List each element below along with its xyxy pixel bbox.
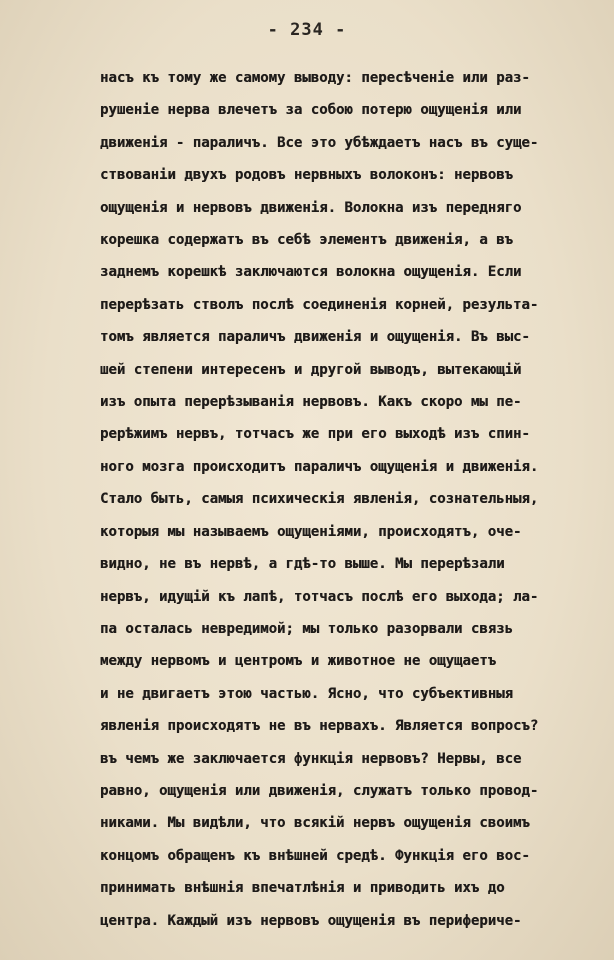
text-line: видно, не въ нервѣ, а гдѣ-то выше. Мы перерѣзали [100,556,505,573]
text-line: перерѣзать стволъ послѣ соединенія корней, результа- [100,296,539,313]
text-line: корешка содержатъ въ себѣ элементъ движенія, а въ [100,232,514,249]
text-line: движенія - параличъ. Все это убѣждаетъ насъ въ суще- [100,134,539,151]
text-line: нервъ, идущій къ лапѣ, тотчасъ послѣ его выхода; ла- [100,588,539,605]
text-line: равно, ощущенія или движенія, служатъ только провод- [100,782,539,799]
text-line: принимать внѣшнія впечатлѣнія и приводить ихъ до [100,880,505,897]
text-line: въ чемъ же заключается функція нервовъ? Нервы, все [100,750,522,767]
text-line: шей степени интересенъ и другой выводъ, вытекающій [100,361,522,378]
text-line: явленія происходятъ не въ нервахъ. Является вопросъ? [100,718,539,735]
text-line: томъ является параличъ движенія и ощущенія. Въ выс- [100,329,530,346]
text-line: центра. Каждый изъ нервовъ ощущенія въ перифериче- [100,912,522,929]
text-line: Стало быть, самыя психическія явленія, сознательныя, [100,491,539,508]
text-line: которыя мы называемъ ощущеніями, происходятъ, оче- [100,523,522,540]
text-line: концомъ обращенъ къ внѣшней средѣ. Функція его вос- [100,847,530,864]
text-line: ствованіи двухъ родовъ нервныхъ волоконъ: нервовъ [100,167,514,184]
text-line: ощущенія и нервовъ движенія. Волокна изъ передняго [100,199,522,216]
text-line: между нервомъ и центромъ и животное не ощущаетъ [100,653,497,670]
text-line: изъ опыта перерѣзыванія нервовъ. Какъ скоро мы пе- [100,394,522,411]
text-line: рерѣжимъ нервъ, тотчасъ же при его выходѣ изъ спин- [100,426,530,443]
text-line: и не двигаетъ этою частью. Ясно, что субъективныя [100,685,514,702]
text-line: насъ къ тому же самому выводу: пересѣченіе или раз- [100,70,530,86]
text-line: ного мозга происходитъ параличъ ощущенія и движенія. [100,458,539,475]
text-line: заднемъ корешкѣ заключаются волокна ощущенія. Если [100,264,522,281]
text-line: никами. Мы видѣли, что всякій нервъ ощущенія своимъ [100,815,530,832]
text-line: па осталась невредимой; мы только разорвали связь [100,620,514,637]
page-number: - 234 - [267,20,347,40]
body-text [100,62,614,937]
text-line: рушеніе нерва влечетъ за собою потерю ощущенія или [100,102,522,119]
